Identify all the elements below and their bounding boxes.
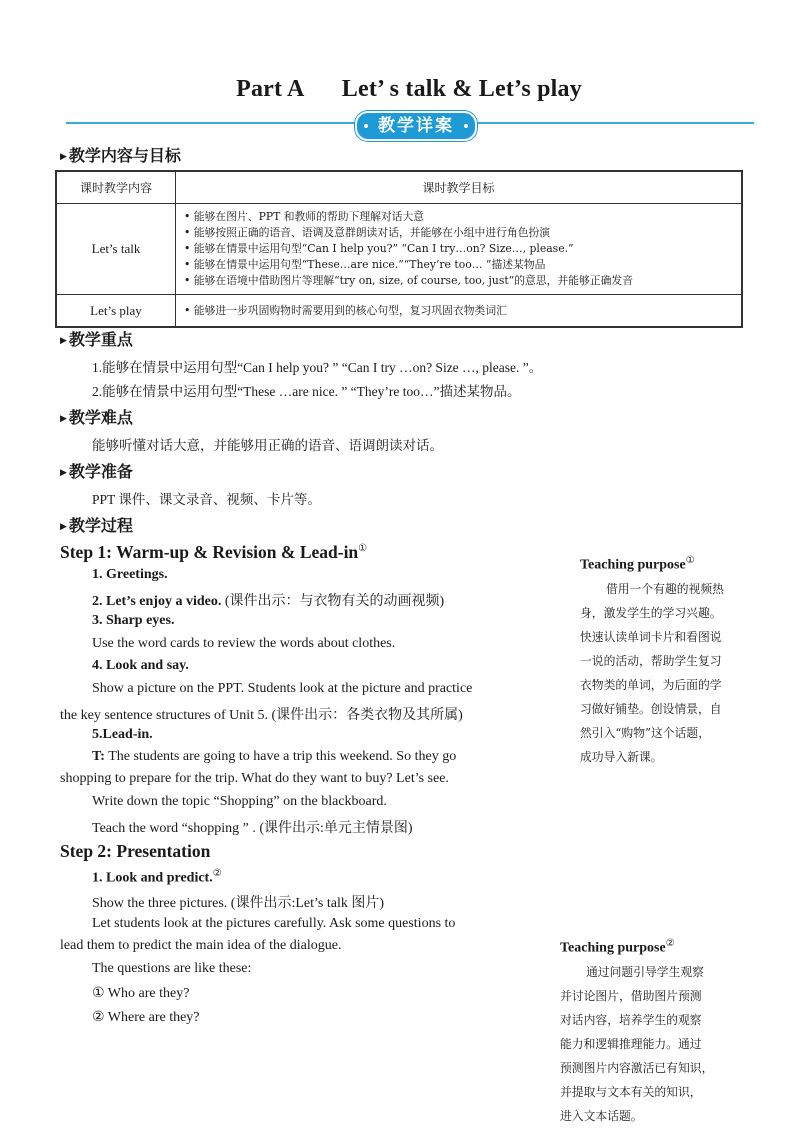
table-row bbox=[56, 204, 742, 295]
teaching-purpose-text: 通过问题引导学生观察 并讨论图片，借助图片预测 对话内容，培养学生的观察 能力和逻辑推理能力。通过 预测图片内容激活已有知识， 并提取与文本有关的知识， 进入文本话题。 bbox=[560, 964, 714, 1123]
triangle-bullet-icon: ▶ bbox=[60, 336, 67, 346]
goal-item: • 能够在语境中借助图片等理解“try on, size, of course, too, just”的意思，并能够正确发音 bbox=[184, 274, 634, 287]
table-cell-goals bbox=[176, 295, 743, 328]
table-cell-lesson: Let’s play bbox=[56, 295, 176, 328]
step1-item-lead-in: 5.Lead-in. bbox=[92, 727, 153, 742]
section-heading-key-points: ▶ 教学重点 bbox=[60, 330, 133, 349]
table-header-lesson: 课时教学内容 bbox=[56, 171, 176, 204]
footnote-mark: ② bbox=[665, 938, 675, 949]
teaching-purpose-text: 借用一个有趣的视频热 身，激发学生的学习兴趣。 快速认读单词卡片和看图说 一说的活动，帮助学生复习 衣物类的单词，为后面的学 习做好铺垫。创设情景，自 然引入“购物”这个话题， 成功导入新课。 bbox=[580, 581, 724, 764]
step1-item-look-and-say: 4. Look and say. bbox=[92, 658, 189, 673]
step1-item-sharp-eyes: 3. Sharp eyes. bbox=[92, 613, 175, 628]
triangle-bullet-icon: ▶ bbox=[60, 468, 67, 478]
page-title: Part A Let’ s talk & Let’s play bbox=[236, 76, 582, 102]
step1-look-text-line: Show a picture on the PPT. Students look at the picture and practice bbox=[92, 681, 473, 696]
table-header-goals: 课时教学目标 bbox=[176, 171, 743, 204]
goal-item: • 能够在情景中运用句型“Can I help you?” “Can I try…on? Size…, please.” bbox=[184, 242, 574, 255]
section-heading-difficulties: ▶ 教学难点 bbox=[60, 408, 133, 427]
step1-sharp-eyes-text: Use the word cards to review the words about clothes. bbox=[92, 636, 396, 651]
section-heading-process: ▶ 教学过程 bbox=[60, 516, 133, 535]
lesson-plan-banner bbox=[355, 111, 477, 141]
footnote-mark: ① bbox=[358, 543, 368, 555]
table-cell-goals bbox=[176, 204, 743, 295]
step2-show-text: Show the three pictures. (课件出示:Let’s talk 图片) bbox=[92, 896, 384, 911]
key-point-1: 1.能够在情景中运用句型“Can I help you? ” “Can I try …on? Size …, please. ”。 bbox=[92, 360, 543, 375]
step2-let-text-line: Let students look at the pictures carefully. Ask some questions to bbox=[92, 916, 456, 931]
goal-item: • 能够按照正确的语音、语调及意群朗读对话，并能够在小组中进行角色扮演 bbox=[184, 226, 551, 239]
section-heading-content-goals: ▶ 教学内容与目标 bbox=[60, 146, 181, 165]
goal-item: • 能够进一步巩固购物时需要用到的核心句型，复习巩固衣物类词汇 bbox=[184, 303, 507, 317]
preparation-text: PPT 课件、课文录音、视频、卡片等。 bbox=[92, 492, 321, 507]
table-row bbox=[56, 295, 742, 328]
table-cell-lesson: Let’s talk bbox=[56, 204, 176, 295]
step1-lead-text-line: Write down the topic “Shopping” on the blackboard. bbox=[92, 794, 387, 809]
teaching-purpose-label: Teaching purpose① bbox=[580, 555, 695, 573]
step2-let-text-line: lead them to predict the main idea of the dialogue. bbox=[60, 938, 342, 953]
footnote-mark: ② bbox=[212, 868, 222, 879]
step1-look-text-line: the key sentence structures of Unit 5. (课件出示：各类衣物及其所属) bbox=[60, 708, 463, 723]
teaching-purpose-label: Teaching purpose② bbox=[560, 938, 675, 956]
step2-heading: Step 2: Presentation bbox=[60, 841, 211, 861]
section-heading-preparation: ▶ 教学准备 bbox=[60, 462, 133, 481]
banner-dot-right bbox=[464, 124, 468, 128]
banner-label: 教学详案 bbox=[378, 116, 454, 136]
step1-lead-text-line: Teach the word “shopping ” . (课件出示:单元主情景图) bbox=[92, 821, 413, 836]
step2-item-look-predict: 1. Look and predict.② bbox=[92, 868, 222, 886]
goal-item: • 能够在图片、PPT 和教师的帮助下理解对话大意 bbox=[184, 210, 425, 223]
step1-item-video: 2. Let’s enjoy a video. (课件出示：与衣物有关的动画视频) bbox=[92, 594, 445, 609]
step1-lead-text-line: T: The students are going to have a trip this weekend. So they go bbox=[92, 749, 457, 764]
triangle-bullet-icon: ▶ bbox=[60, 414, 67, 424]
teaching-purpose-note-1 bbox=[580, 555, 760, 769]
step1-heading: Step 1: Warm-up & Revision & Lead-in① bbox=[60, 542, 368, 562]
step1-item-greetings: 1. Greetings. bbox=[92, 567, 168, 582]
difficulty-text: 能够听懂对话大意，并能够用正确的语音、语调朗读对话。 bbox=[92, 438, 443, 454]
step2-question-2: ② Where are they? bbox=[92, 1010, 200, 1025]
step2-question-1: ① Who are they? bbox=[92, 986, 190, 1001]
objectives-table bbox=[55, 170, 743, 328]
footnote-mark: ① bbox=[685, 555, 695, 566]
step1-lead-text-line: shopping to prepare for the trip. What do they want to buy? Let’s see. bbox=[60, 771, 449, 786]
goal-item: • 能够在情景中运用句型“These…are nice.”“They’re too… ”描述某物品 bbox=[184, 258, 546, 271]
table-header-row bbox=[56, 171, 742, 204]
key-point-2: 2.能够在情景中运用句型“These …are nice. ” “They’re too…”描述某物品。 bbox=[92, 384, 521, 399]
triangle-bullet-icon: ▶ bbox=[60, 522, 67, 532]
step2-questions-intro: The questions are like these: bbox=[92, 961, 252, 976]
triangle-bullet-icon: ▶ bbox=[60, 152, 67, 162]
banner-dot-left bbox=[364, 124, 368, 128]
teaching-purpose-note-2 bbox=[560, 938, 760, 1128]
